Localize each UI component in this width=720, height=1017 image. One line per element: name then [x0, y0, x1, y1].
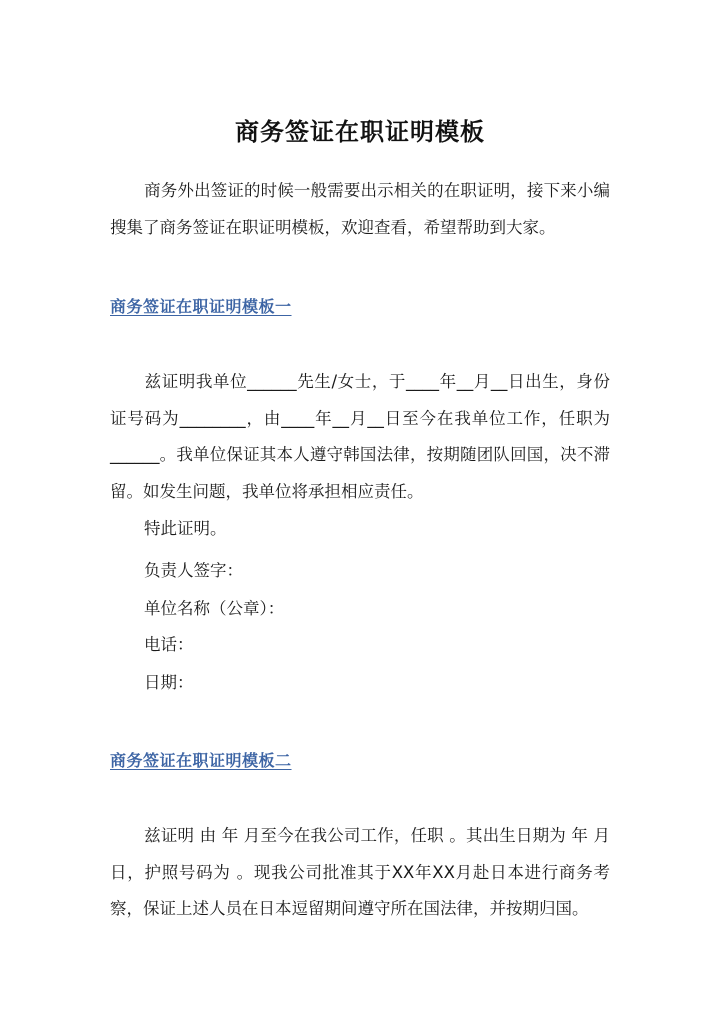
- section1-body-text: 兹证明我单位______先生/女士，于____年__月__日出生，身份证号码为________，由____年__月__日至今在我单位工作，任职为______。我单位保证其本人遵守韩国法律，按期随团队回国，决不滞留。如发生问题，我单位将承担相应责任。: [110, 372, 610, 501]
- unit-name-line: 单位名称（公章）：: [144, 599, 285, 618]
- document-title: 商务签证在职证明模板: [235, 118, 485, 146]
- closing-line: 特此证明。: [144, 519, 227, 538]
- section2-body-text: 兹证明 由 年 月至今在我公司工作，任职 。其出生日期为 年 月 日，护照号码为 。现我公司批准其于XX年XX月赴日本进行商务考察，保证上述人员在日本逗留期间遵守所在国法律，并按期归国。: [110, 826, 610, 918]
- section-heading-2[interactable]: 商务签证在职证明模板二: [110, 751, 292, 770]
- section-heading-1[interactable]: 商务签证在职证明模板一: [110, 297, 292, 316]
- signature-line: 负责人签字：: [144, 561, 243, 580]
- phone-line: 电话：: [144, 635, 194, 654]
- date-line: 日期：: [144, 673, 194, 692]
- intro-text: 商务外出签证的时候一般需要出示相关的在职证明，接下来小编搜集了商务签证在职证明模板，欢迎查看，希望帮助到大家。: [110, 181, 610, 237]
- intro-paragraph: [110, 173, 610, 246]
- section2-body-paragraph: [110, 818, 610, 928]
- section1-body-paragraph: [110, 364, 610, 510]
